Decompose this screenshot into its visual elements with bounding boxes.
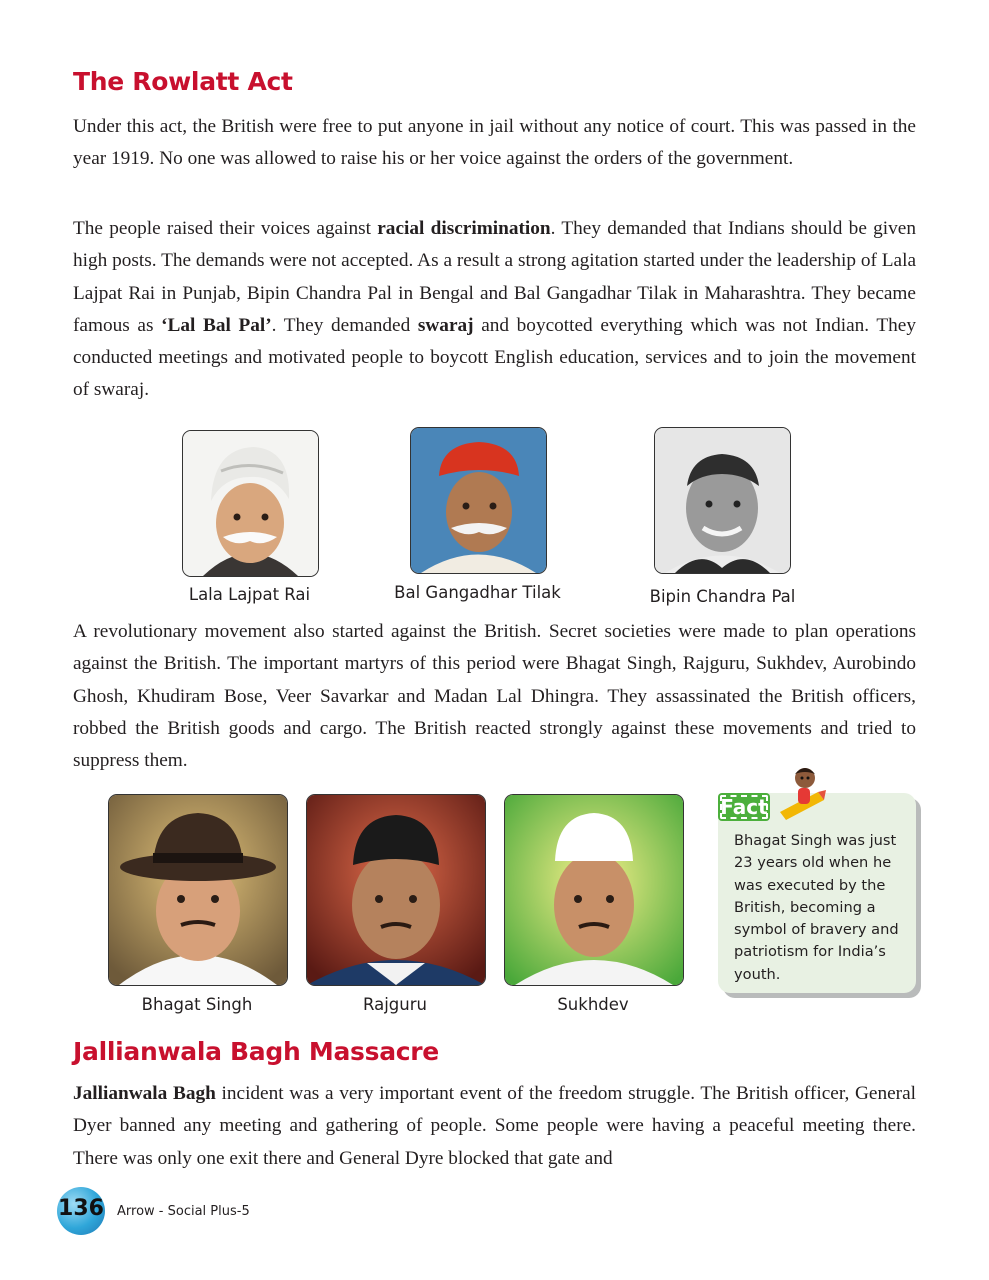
fact-tag: Fact: [718, 793, 770, 821]
portrait-bhagat-singh: [108, 794, 288, 986]
caption-bal-gangadhar-tilak: Bal Gangadhar Tilak: [394, 583, 561, 602]
caption-sukhdev: Sukhdev: [557, 995, 629, 1014]
caption-bipin-chandra-pal: Bipin Chandra Pal: [649, 587, 796, 606]
caption-bhagat-singh: Bhagat Singh: [141, 995, 253, 1014]
paragraph-revolutionary-movement: A revolutionary movement also started against the British. Secret societies were made to plan operations against the British. The important martyrs of this period were Bhagat Singh, Rajguru, Sukhdev, Aurobindo Ghosh, Khudiram Bose, Veer Savarkar and Madan Lal Dhingra. They assassinated the British officers, robbed the British goods and cargo. The British reacted strongly against these movements and tried to suppress them.: [73, 621, 916, 772]
caption-lala-lajpat-rai: Lala Lajpat Rai: [188, 585, 311, 604]
portrait-lala-lajpat-rai: [182, 430, 319, 577]
caption-rajguru: Rajguru: [363, 995, 427, 1014]
paragraph-rowlatt-2: The people raised their voices against racial discrimination. They demanded that Indians should be given high posts. The demands were not accepted. As a result a strong agitation started under the leadership of Lala Lajpat Rai in Punjab, Bipin Chandra Pal in Bengal and Bal Gangadhar Tilak in Maharashtra. They became famous as ‘Lal Bal Pal’. They demanded swaraj and boycotted everything which was not Indian. They conducted meetings and motivated people to boycott English education, services and to join the movement of swaraj.: [73, 218, 916, 401]
portrait-rajguru: [306, 794, 486, 986]
book-title: Arrow - Social Plus-5: [117, 1204, 250, 1219]
term-racial-discrimination: racial discrimination: [377, 218, 551, 239]
paragraph-jallianwala: Jallianwala Bagh incident was a very important event of the freedom struggle. The British officer, General Dyer banned any meeting and gathering of people. Some people were having a peaceful meeting there. There was only one exit there and General Dyre blocked that gate and: [73, 1083, 916, 1169]
term-swaraj: swaraj: [417, 314, 474, 336]
term-jallianwala-bagh: Jallianwala Bagh: [73, 1083, 216, 1104]
portrait-sukhdev: [504, 794, 684, 986]
term-lal-bal-pal: ‘Lal Bal Pal’: [161, 314, 272, 336]
paragraph-rowlatt-1: Under this act, the British were free to put anyone in jail without any notice of court. This was passed in the year 1919. No one was allowed to raise his or her voice against the orders of the government.: [73, 116, 916, 170]
portrait-bal-gangadhar-tilak: [410, 427, 547, 574]
kid-on-pencil-icon: [778, 762, 828, 820]
fact-text: Bhagat Singh was just 23 years old when he was executed by the British, becoming a symbol of bravery and patriotism for India’s youth.: [734, 832, 899, 983]
portrait-bipin-chandra-pal: [654, 427, 791, 574]
page-number: 136: [58, 1196, 104, 1221]
heading-rowlatt-act: The Rowlatt Act: [73, 67, 293, 96]
heading-jallianwala-bagh: Jallianwala Bagh Massacre: [73, 1037, 439, 1066]
